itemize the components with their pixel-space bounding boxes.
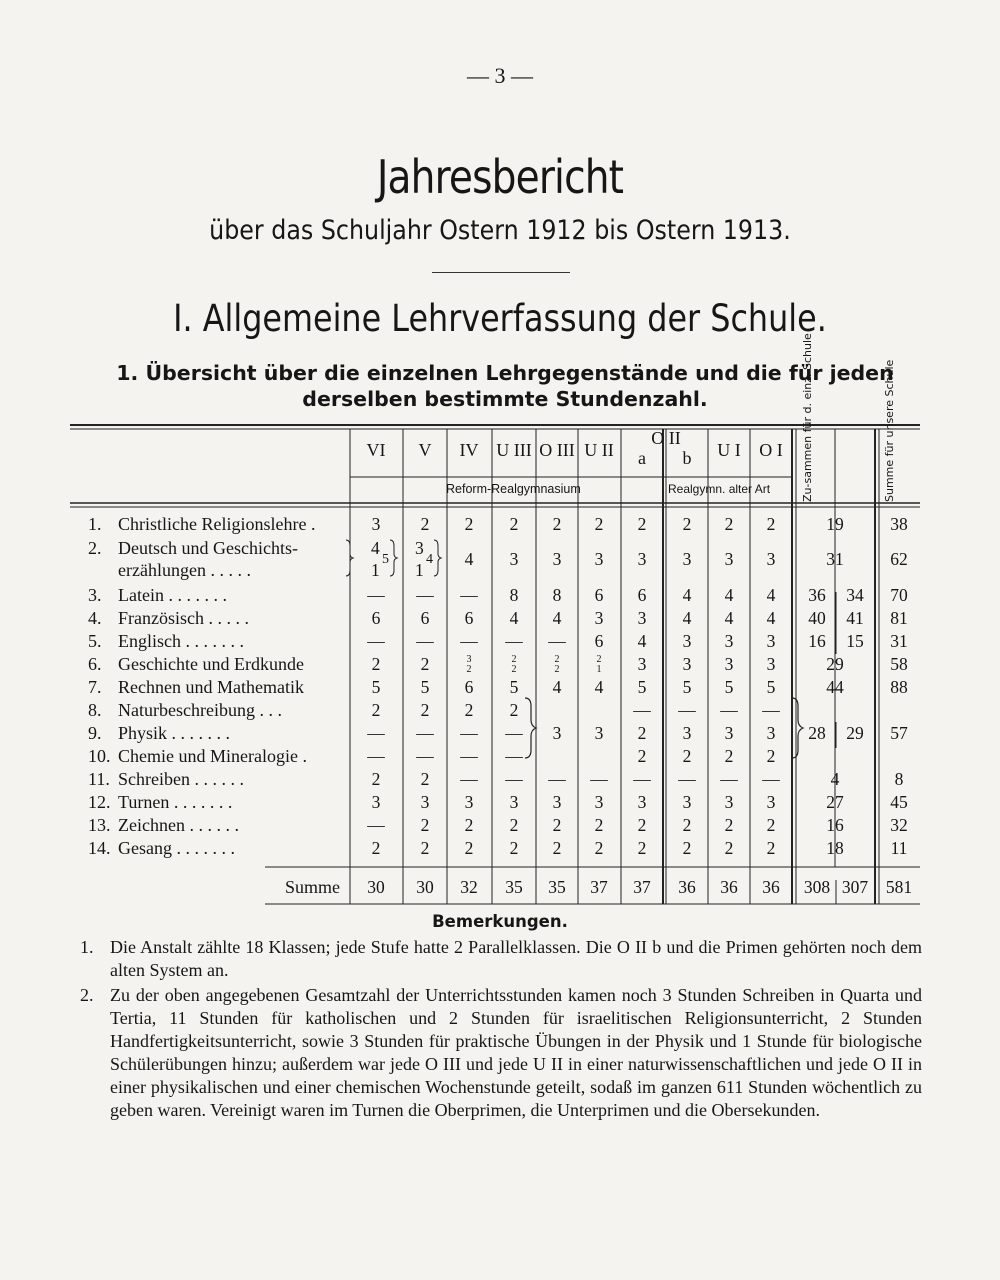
remark-text: Die Anstalt zählte 18 Klassen; jede Stufe hatte 2 Parallelklassen. Die O II b und die Primen gehörten noch dem alten System an. — [110, 937, 922, 980]
cell-value: 2 — [637, 514, 647, 534]
col-header-ui: U I — [717, 440, 741, 460]
cell-value: — — [720, 700, 738, 720]
row-number: 10. — [88, 746, 111, 766]
cell-value: — — [633, 700, 651, 720]
cell-value: 5 — [420, 677, 430, 697]
cell-value: — — [548, 631, 566, 651]
cell-value: — — [416, 723, 434, 743]
cell-split-sum: 5 — [382, 552, 389, 567]
cell-value: 2 — [509, 838, 519, 858]
cell-value: 2 — [682, 815, 692, 835]
cell-fraction-top: 2 — [596, 654, 602, 665]
row-subject: Rechnen und Mathematik — [118, 677, 304, 697]
cell-value: — — [460, 723, 478, 743]
summe-value: 37 — [633, 877, 651, 897]
cell-summe: 32 — [890, 815, 908, 835]
cell-summe: 8 — [894, 769, 904, 789]
cell-value: — — [505, 631, 523, 651]
cell-value: — — [416, 631, 434, 651]
cell-summe: 58 — [890, 654, 908, 674]
row-subject: Naturbeschreibung . . . — [118, 700, 282, 720]
cell-value: 2 — [509, 815, 519, 835]
cell-value: 2 — [464, 838, 474, 858]
cell-summe: 38 — [890, 514, 908, 534]
cell-zusammen: 4 — [830, 769, 840, 789]
cell-value: 3 — [682, 654, 692, 674]
row-subject: Gesang . . . . . . . — [118, 838, 235, 858]
row-number: 14. — [88, 838, 111, 858]
cell-value: 2 — [420, 514, 430, 534]
cell-value: — — [505, 769, 523, 789]
col-header-oiii: O III — [539, 440, 575, 460]
row-number: 3. — [88, 585, 102, 605]
cell-value: — — [460, 746, 478, 766]
cell-value: 6 — [594, 631, 604, 651]
col-header-oii-a: a — [638, 448, 646, 468]
summe-value: 37 — [590, 877, 608, 897]
cell-value: 2 — [594, 514, 604, 534]
cell-value: 3 — [724, 654, 734, 674]
cell-value: 3 — [371, 792, 381, 812]
cell-value: 2 — [724, 746, 734, 766]
cell-fraction-bottom: 1 — [596, 664, 602, 675]
summe-label: Summe — [285, 877, 341, 897]
cell-value: 3 — [766, 549, 776, 569]
cell-value: — — [460, 769, 478, 789]
cell-value: — — [460, 631, 478, 651]
cell-value: — — [367, 723, 385, 743]
row-subject: Zeichnen . . . . . . — [118, 815, 239, 835]
cell-zusammen-b: 29 — [846, 723, 864, 743]
cell-value: 3 — [682, 792, 692, 812]
row-number: 7. — [88, 677, 102, 697]
cell-value: 6 — [464, 608, 474, 628]
cell-value: 2 — [766, 838, 776, 858]
row-subject: Christliche Religionslehre . — [118, 514, 316, 534]
cell-value: 3 — [464, 792, 474, 812]
cell-split-top: 3 — [415, 538, 424, 558]
cell-fraction-bottom: 2 — [511, 664, 517, 675]
cell-value: 6 — [637, 585, 647, 605]
cell-value: — — [416, 585, 434, 605]
cell-value: 2 — [682, 514, 692, 534]
row-subject: Latein . . . . . . . — [118, 585, 227, 605]
summe-zusammen-a: 308 — [803, 877, 831, 897]
row-subject: Deutsch und Geschichts- — [118, 538, 298, 558]
cell-value: 3 — [724, 792, 734, 812]
summe-total: 581 — [885, 877, 913, 897]
document-title: Jahresbericht — [376, 150, 624, 204]
cell-value: — — [367, 746, 385, 766]
cell-value: 3 — [682, 631, 692, 651]
cell-value: 5 — [509, 677, 519, 697]
cell-value: 2 — [552, 815, 562, 835]
summe-zusammen-b: 307 — [841, 877, 869, 897]
cell-value: 2 — [766, 514, 776, 534]
cell-value: 2 — [724, 815, 734, 835]
cell-summe: 88 — [890, 677, 908, 697]
cell-value: 4 — [464, 549, 474, 569]
cell-value: 8 — [552, 585, 562, 605]
row-subject: Turnen . . . . . . . — [118, 792, 233, 812]
cell-fraction-bottom: 2 — [466, 664, 472, 675]
cell-value: — — [416, 746, 434, 766]
cell-value: 8 — [509, 585, 519, 605]
cell-value: 2 — [724, 514, 734, 534]
col-header-v: V — [418, 440, 432, 460]
cell-summe: 57 — [890, 723, 908, 743]
group-reform-realgymnasium: Reform-Realgymnasium — [446, 482, 581, 496]
row-number: 6. — [88, 654, 102, 674]
summe-value: 36 — [762, 877, 780, 897]
cell-value: 4 — [637, 631, 647, 651]
section-heading: I. Allgemeine Lehrverfassung der Schule. — [173, 297, 827, 340]
cell-value: 2 — [594, 815, 604, 835]
row-number: 11. — [88, 769, 110, 789]
cell-value: 3 — [509, 549, 519, 569]
cell-value: 4 — [724, 608, 734, 628]
col-header-vi: VI — [366, 440, 386, 460]
cell-value: 3 — [724, 631, 734, 651]
col-header-zusammen: Zu-sammen für d. einz. Schule — [801, 333, 814, 502]
cell-value: 5 — [724, 677, 734, 697]
cell-value: 3 — [766, 654, 776, 674]
cell-value: — — [720, 769, 738, 789]
cell-value: 3 — [420, 792, 430, 812]
row-number: 13. — [88, 815, 111, 835]
cell-value: 4 — [682, 585, 692, 605]
cell-split-top: 4 — [371, 538, 380, 558]
cell-summe: 11 — [890, 838, 908, 858]
row-subject: Schreiben . . . . . . — [118, 769, 244, 789]
cell-zusammen-a: 28 — [808, 723, 826, 743]
cell-fraction-top: 3 — [466, 654, 472, 665]
summe-value: 35 — [548, 877, 566, 897]
row-number: 1. — [88, 514, 102, 534]
cell-value: 2 — [509, 700, 519, 720]
cell-value: 2 — [766, 746, 776, 766]
cell-value: 6 — [420, 608, 430, 628]
cell-value: — — [505, 746, 523, 766]
remarks-title: Bemerkungen. — [432, 912, 568, 931]
cell-value: 2 — [637, 746, 647, 766]
cell-value: — — [367, 815, 385, 835]
cell-value: 3 — [594, 792, 604, 812]
cell-value: 2 — [682, 838, 692, 858]
cell-value: 5 — [637, 677, 647, 697]
cell-value: — — [367, 631, 385, 651]
cell-value: — — [678, 769, 696, 789]
page-number: — 3 — — [467, 63, 533, 88]
cell-value: 2 — [420, 815, 430, 835]
cell-split-sum: 4 — [426, 552, 433, 567]
cell-value: 2 — [464, 514, 474, 534]
cell-summe: 31 — [890, 631, 908, 651]
cell-value: — — [762, 700, 780, 720]
cell-fraction-bottom: 2 — [554, 664, 560, 675]
cell-value: 4 — [766, 608, 776, 628]
cell-value: 2 — [464, 815, 474, 835]
remark-2 — [80, 984, 922, 1122]
cell-fraction-top: 2 — [511, 654, 517, 665]
cell-value: 2 — [637, 723, 647, 743]
cell-value: 3 — [637, 654, 647, 674]
row-number: 2. — [88, 538, 102, 558]
remark-number: 1. — [80, 937, 94, 957]
cell-value: 5 — [682, 677, 692, 697]
summe-value: 30 — [367, 877, 385, 897]
cell-value: 5 — [371, 677, 381, 697]
row-subject: Physik . . . . . . . — [118, 723, 231, 743]
cell-value: 2 — [594, 838, 604, 858]
cell-value: 3 — [594, 608, 604, 628]
cell-value: 3 — [682, 723, 692, 743]
cell-value: 3 — [724, 723, 734, 743]
cell-value: 2 — [637, 815, 647, 835]
col-header-iv: IV — [459, 440, 479, 460]
row-number: 8. — [88, 700, 102, 720]
cell-value: 2 — [371, 654, 381, 674]
cell-zusammen: 44 — [826, 677, 844, 697]
cell-value: — — [590, 769, 608, 789]
remark-1 — [80, 936, 922, 982]
cell-value: 2 — [766, 815, 776, 835]
cell-zusammen-a: 16 — [808, 631, 826, 651]
subsection-heading: 1. Übersicht über die einzelnen Lehrgegenstände und die für jeden derselben bestimmte Stundenzahl. — [116, 361, 894, 411]
cell-value: — — [762, 769, 780, 789]
cell-value: 2 — [724, 838, 734, 858]
cell-value: 3 — [637, 549, 647, 569]
cell-value: 2 — [371, 838, 381, 858]
cell-value: 4 — [682, 608, 692, 628]
cell-value: 2 — [509, 514, 519, 534]
cell-zusammen: 16 — [826, 815, 844, 835]
cell-value: — — [505, 723, 523, 743]
cell-value: 3 — [552, 792, 562, 812]
cell-value: 2 — [552, 514, 562, 534]
col-header-oii-b: b — [682, 448, 692, 468]
cell-value: 2 — [420, 838, 430, 858]
cell-zusammen: 18 — [826, 838, 844, 858]
row-number: 5. — [88, 631, 102, 651]
cell-zusammen-b: 15 — [846, 631, 864, 651]
cell-value: 2 — [464, 700, 474, 720]
cell-split-bottom: 1 — [415, 560, 424, 580]
cell-value: 3 — [637, 608, 647, 628]
col-header-oi: O I — [759, 440, 783, 460]
cell-value: 3 — [766, 792, 776, 812]
cell-zusammen-a: 36 — [808, 585, 826, 605]
summe-value: 36 — [720, 877, 738, 897]
cell-zusammen-b: 41 — [846, 608, 864, 628]
cell-zusammen-b: 34 — [846, 585, 864, 605]
cell-value: 3 — [766, 723, 776, 743]
cell-summe: 70 — [890, 585, 908, 605]
cell-value: 4 — [552, 677, 562, 697]
cell-summe: 62 — [890, 549, 908, 569]
title-divider — [432, 272, 570, 273]
cell-value: 6 — [464, 677, 474, 697]
col-header-summe: Summe für unsere Schule — [883, 359, 896, 502]
cell-value: 2 — [682, 746, 692, 766]
cell-value: — — [548, 769, 566, 789]
cell-value: 2 — [371, 769, 381, 789]
cell-value: 4 — [724, 585, 734, 605]
cell-summe: 45 — [890, 792, 908, 812]
document-subtitle: über das Schuljahr Ostern 1912 bis Ostern 1913. — [209, 215, 791, 246]
remark-text: Zu der oben angegebenen Gesamtzahl der Unterrichtsstunden kamen noch 3 Stunden Schreiben in Quarta und Tertia, 11 Stunden für katholischen und 2 Stunden für israelitischen Religionsunterricht, 2 Stunden Handfertigkeitsunterricht, sowie 3 Stunden für praktische Übungen in der Physik und 1 Stunde für biologische Schülerübungen hinzu; außerdem war jede O III und jede U II in einer naturwissenschaftlichen und jede O II in einer physikalischen und einer chemischen Wochenstunde geteilt, sodaß im ganzen 611 Stunden wöchentlich zu geben waren. Vereinigt waren im Turnen die Oberprimen, die Unterprimen und die Obersekunden. — [110, 985, 922, 1120]
cell-value: 3 — [371, 514, 381, 534]
cell-value: 3 — [682, 549, 692, 569]
row-number: 4. — [88, 608, 102, 628]
cell-value: 3 — [509, 792, 519, 812]
summe-value: 30 — [416, 877, 434, 897]
cell-value: 3 — [594, 549, 604, 569]
cell-value: — — [678, 700, 696, 720]
cell-zusammen: 19 — [826, 514, 844, 534]
cell-value: 5 — [766, 677, 776, 697]
cell-value: 2 — [420, 654, 430, 674]
col-header-oii: O II — [651, 428, 681, 448]
cell-value: 3 — [594, 723, 604, 743]
cell-value: 2 — [552, 838, 562, 858]
cell-value: 4 — [594, 677, 604, 697]
cell-value: 2 — [637, 838, 647, 858]
row-number: 12. — [88, 792, 111, 812]
cell-value: 3 — [724, 549, 734, 569]
cell-split-bottom: 1 — [371, 560, 380, 580]
cell-zusammen: 27 — [826, 792, 844, 812]
summe-value: 35 — [505, 877, 523, 897]
cell-zusammen: 29 — [826, 654, 844, 674]
cell-zusammen: 31 — [826, 549, 844, 569]
row-number: 9. — [88, 723, 102, 743]
summe-value: 36 — [678, 877, 696, 897]
cell-value: — — [367, 585, 385, 605]
cell-value: 6 — [371, 608, 381, 628]
cell-value: 3 — [637, 792, 647, 812]
cell-value: 3 — [766, 631, 776, 651]
cell-value: 3 — [552, 723, 562, 743]
cell-value: 2 — [420, 769, 430, 789]
cell-value: — — [460, 585, 478, 605]
cell-value: 2 — [420, 700, 430, 720]
cell-value: 2 — [371, 700, 381, 720]
cell-value: 6 — [594, 585, 604, 605]
cell-fraction-top: 2 — [554, 654, 560, 665]
row-subject: Englisch . . . . . . . — [118, 631, 244, 651]
row-subject: Französisch . . . . . — [118, 608, 249, 628]
cell-value: 3 — [552, 549, 562, 569]
col-header-uii: U II — [584, 440, 614, 460]
summe-value: 32 — [460, 877, 478, 897]
remark-number: 2. — [80, 985, 94, 1005]
cell-summe: 81 — [890, 608, 908, 628]
row-subject: Chemie und Mineralogie . — [118, 746, 307, 766]
col-header-uiii: U III — [496, 440, 532, 460]
cell-value: — — [633, 769, 651, 789]
cell-value: 4 — [552, 608, 562, 628]
cell-value: 4 — [766, 585, 776, 605]
row-subject: Geschichte und Erdkunde — [118, 654, 304, 674]
cell-value: 4 — [509, 608, 519, 628]
group-realgymnasium-alter-art: Realgymn. alter Art — [668, 482, 771, 496]
cell-zusammen-a: 40 — [808, 608, 826, 628]
row-subject-continued: erzählungen . . . . . — [118, 560, 251, 580]
